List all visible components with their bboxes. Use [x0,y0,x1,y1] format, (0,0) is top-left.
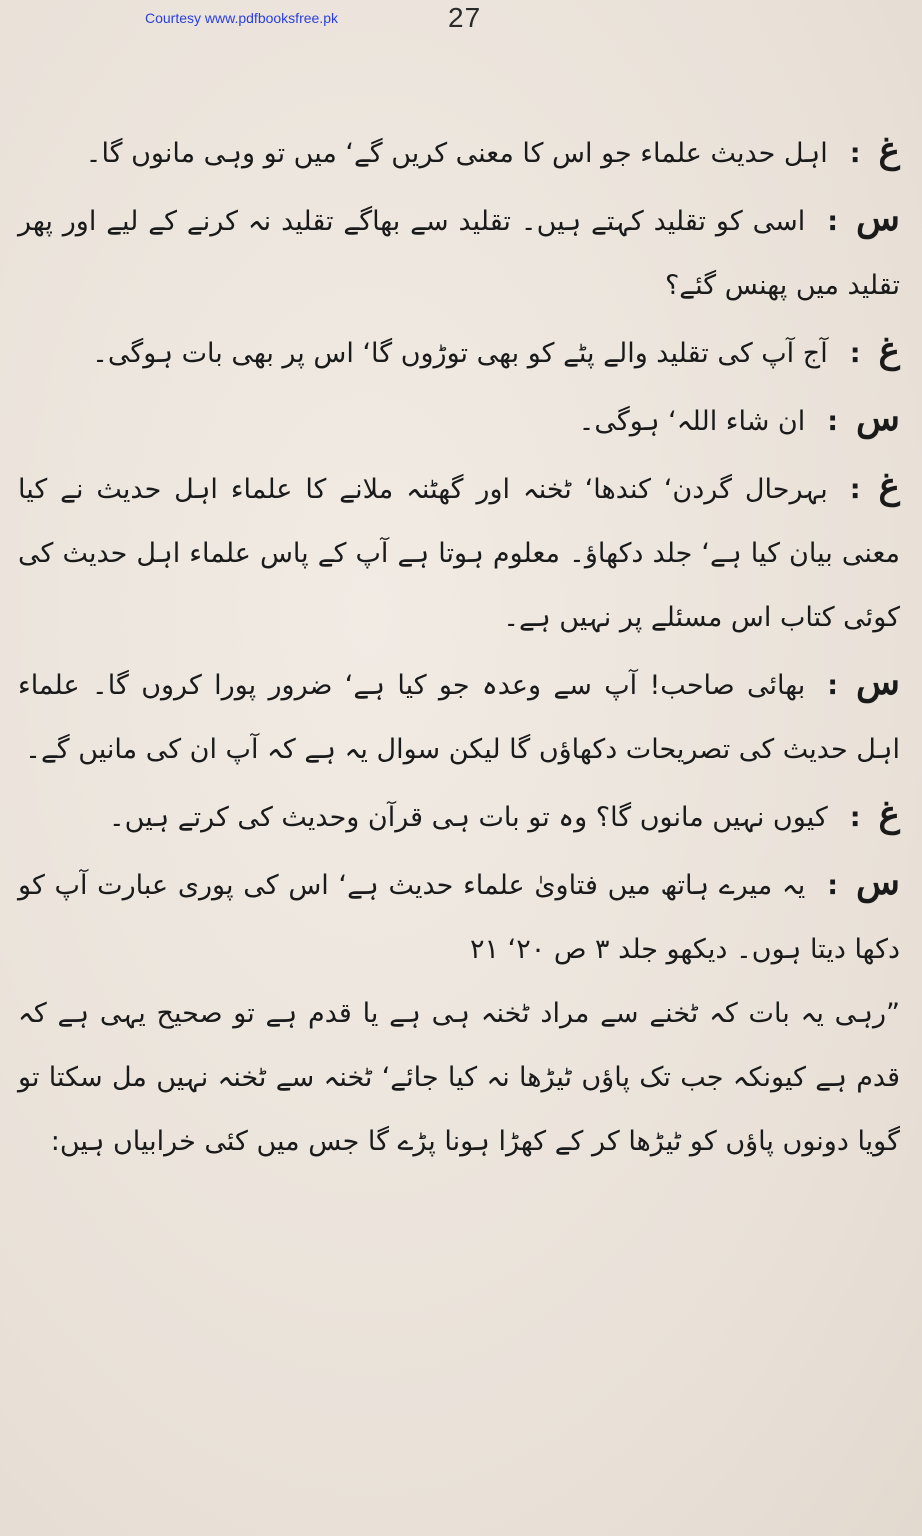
speaker-label: غ [878,129,900,171]
dialogue-entry [18,850,900,982]
dialogue-text: بھائی صاحب! آپ سے وعدہ جو کیا ہے‘ ضرور پورا کروں گا۔ علماء اہل حدیث کی تصریحات دکھاؤں گا لیکن سوال یہ ہے کہ آپ ان کی مانیں گے۔ [18,670,900,765]
page-number: 27 [448,2,482,33]
dialogue-entry [18,782,900,850]
page-body [18,118,900,1174]
courtesy-watermark: Courtesy www.pdfbooksfree.pk [145,10,338,26]
speaker-colon: : [827,670,839,701]
speaker-colon: : [827,206,839,237]
dialogue-text: آج آپ کی تقلید والے پٹے کو بھی توڑوں گا‘ اس پر بھی بات ہوگی۔ [92,338,828,369]
speaker-label: س [856,861,900,903]
speaker-label: س [856,397,900,439]
dialogue-entry [18,318,900,386]
dialogue-text: ان شاء اللہ‘ ہوگی۔ [578,406,806,437]
speaker-colon: : [827,870,839,901]
speaker-colon: : [849,474,861,505]
dialogue-entry [18,454,900,650]
dialogue-text: یہ میرے ہاتھ میں فتاویٰ علماء حدیث ہے‘ اس کی پوری عبارت آپ کو دکھا دیتا ہوں۔ دیکھو جلد ۳ ص ۲۰‘ ۲۱ [18,870,900,965]
dialogue-entry [18,386,900,454]
dialogue-text: اسی کو تقلید کہتے ہیں۔ تقلید سے بھاگے تقلید نہ کرنے کے لیے اور پھر تقلید میں پھنس گئے؟ [18,206,900,301]
dialogue-entry [18,650,900,782]
speaker-label: غ [878,329,900,371]
speaker-colon: : [849,338,861,369]
dialogue-text: اہل حدیث علماء جو اس کا معنی کریں گے‘ میں تو وہی مانوں گا۔ [85,138,828,169]
speaker-label: س [856,661,900,703]
speaker-colon: : [849,802,861,833]
speaker-colon: : [849,138,861,169]
dialogue-text: کیوں نہیں مانوں گا؟ وہ تو بات ہی قرآن وحدیث کی کرتے ہیں۔ [108,802,828,833]
dialogue-entry [18,186,900,318]
speaker-colon: : [827,406,839,437]
speaker-label: س [856,197,900,239]
fatawa-quotation: ”رہی یہ بات کہ ٹخنے سے مراد ٹخنہ ہی ہے یا قدم ہے تو صحیح یہی ہے کہ قدم ہے کیونکہ جب تک پاؤں ٹیڑھا نہ کیا جائے‘ ٹخنہ سے ٹخنہ نہیں مل سکتا تو گویا دونوں پاؤں کو ٹیڑھا کر کے کھڑا ہونا پڑے گا جس میں کئی خرابیاں ہیں: [18,998,900,1157]
dialogue-entry [18,118,900,186]
speaker-label: غ [878,793,900,835]
dialogue-text: بہرحال گردن‘ کندھا‘ ٹخنہ اور گھٹنہ ملانے کا علماء اہل حدیث نے کیا معنی بیان کیا ہے‘ جلد دکھاؤ۔ معلوم ہوتا ہے آپ کے پاس علماء اہل حدیث کی کوئی کتاب اس مسئلے پر نہیں ہے۔ [18,474,900,633]
speaker-label: غ [878,465,900,507]
